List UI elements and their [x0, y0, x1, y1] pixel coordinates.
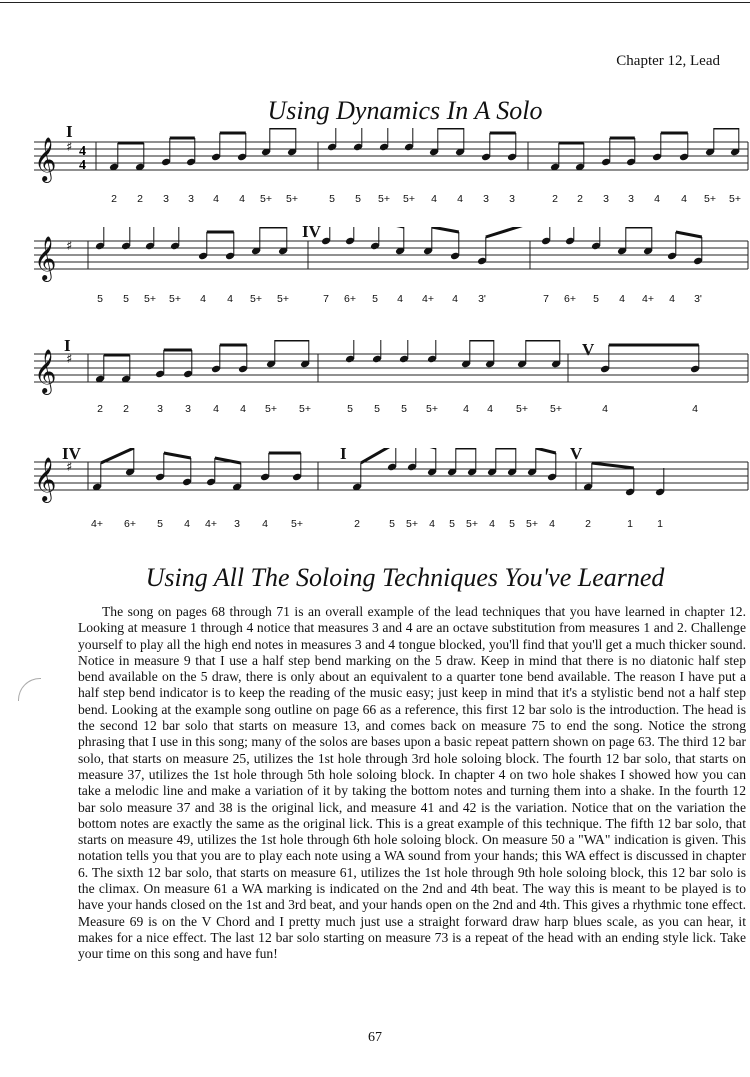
hole-number: 5+: [260, 193, 272, 205]
music-staff-3: [0, 340, 750, 410]
hole-number: 3: [509, 193, 515, 205]
hole-number: 4+: [422, 293, 434, 305]
hole-number: 4: [602, 403, 608, 415]
chord-label-s3-1: V: [582, 340, 595, 359]
key-signature-sharp: ♯: [66, 140, 73, 155]
chord-label-s3-0: I: [64, 336, 71, 355]
hole-number: 3: [188, 193, 194, 205]
hole-number: 5+: [526, 518, 538, 530]
hole-number: 4: [681, 193, 687, 205]
hole-number: 4: [669, 293, 675, 305]
hole-number: 4: [240, 403, 246, 415]
beam: [432, 227, 459, 232]
hole-number: 4: [213, 403, 219, 415]
hole-number: 5+: [550, 403, 562, 415]
page-number: 67: [368, 1030, 382, 1045]
hole-number: 6+: [344, 293, 356, 305]
hole-numbers-4: [0, 518, 750, 532]
key-signature-sharp: ♯: [66, 352, 73, 367]
hole-number: 5+: [250, 293, 262, 305]
hole-number: 2: [577, 193, 583, 205]
hole-number: 1: [657, 518, 663, 530]
hole-number: 5+: [516, 403, 528, 415]
hole-number: 4: [431, 193, 437, 205]
hole-number: 3: [628, 193, 634, 205]
hole-number: 5+: [286, 193, 298, 205]
hole-number: 4: [489, 518, 495, 530]
hole-number: 2: [354, 518, 360, 530]
hole-number: 5+: [466, 518, 478, 530]
hole-number: 5+: [144, 293, 156, 305]
beam: [361, 448, 396, 463]
hole-number: 5: [347, 403, 353, 415]
hole-number: 2: [137, 193, 143, 205]
hole-number: 4: [239, 193, 245, 205]
hole-number: 3: [185, 403, 191, 415]
beam: [676, 232, 702, 237]
beam: [592, 463, 634, 468]
hole-number: 5+: [291, 518, 303, 530]
hole-numbers-1: [0, 193, 750, 207]
hole-number: 2: [123, 403, 129, 415]
hole-number: 5: [97, 293, 103, 305]
hole-number: 3: [157, 403, 163, 415]
body-paragraph: The song on pages 68 through 71 is an overall example of the lead techniques that you have learned in chapter 12. Looking at measure 1 through 4 notice that measures 3 and 4 are an octave substitution from measures 1 and 2. Challenge yourself to play all the high end notes in measures 3 and 4 tongue blocked, you'll find that you'll get a much thicker sound. Notice in measure 9 that I use a half step bend marking on the 5 draw. Keep in mind that there is no diatonic half step bend available on the 5 draw, there is only about an equivalent to a quarter tone bend available. The reason I have put a half step bend indicator is to keep the reading of the music easy; just keep in mind that it's a stylistic bend not a half step bend. Looking at the example song outline on page 66 as a reference, this first 12 bar solo is the introduction. The head is the second 12 bar solo that starts on measure 13, and comes back on measure 75 to end the song. Notice the strong phrasing that I use in this song; many of the solos are bases upon a basic repeat pattern shown on page 63. The third 12 bar solo, that starts on measure 25, utilizes the 1st hole through 3rd hole soloing block. The fourth 12 bar solo, that starts on measure 37, utilizes the 1st hole through 5th hole soloing block. In chapter 4 on two hole shakes I showed how you can take a melodic line and make a variation of it by taking the bottom notes and turning them into a shake. In the fourth 12 bar solo measure 37 and 38 is the original lick, and measure 41 and 42 is the variation. Notice that on the variation the bottom notes are exactly the same as the original lick. This is a great example of this technique. The fifth 12 bar solo, that starts on measure 49, utilizes the 1st hole through 6th hole soloing block. On measure 50 a "WA" indication is given. This notation tells you that you are to play each note using a WA sound from your hands; this WA effect is discussed in chapter 6. The sixth 12 bar solo, that starts on measure 61, utilizes the 1st hole through 9th hole soloing block, this 12 bar solo is the climax. On measure 61 a WA marking is indicated on the 2nd and 4th beat. The way this is meant to be played is to have your hands closed on the 1st and 3rd beat, and your hands open on the 2nd and 4th. This gives a rhythmic tone effect. Measure 69 is on the V Chord and I pretty much just use a straight forward draw harp blues scale, as you can hear, it makes for a nice effect. The last 12 bar solo starting on measure 73 is a repeat of the head with an ending style lick. Take your time on this song and have fun!: [78, 604, 746, 962]
key-signature-sharp: ♯: [66, 239, 73, 254]
hole-number: 4: [452, 293, 458, 305]
hole-number: 7: [323, 293, 329, 305]
top-rule: [0, 2, 750, 3]
hole-number: 3': [478, 293, 486, 305]
hole-number: 5: [329, 193, 335, 205]
hole-number: 4: [397, 293, 403, 305]
hole-number: 5+: [704, 193, 716, 205]
chord-label-s4-2: V: [570, 444, 583, 463]
hole-number: 4+: [205, 518, 217, 530]
chord-label-s1-0: I: [66, 122, 73, 141]
hole-number: 5: [593, 293, 599, 305]
hole-number: 5: [157, 518, 163, 530]
hole-number: 4: [262, 518, 268, 530]
hole-number: 4: [213, 193, 219, 205]
hole-number: 2: [97, 403, 103, 415]
hole-number: 5+: [277, 293, 289, 305]
section-title-dynamics: Using Dynamics In A Solo: [267, 96, 543, 125]
hole-number: 5+: [265, 403, 277, 415]
music-staff-4: [0, 448, 750, 518]
treble-clef: 𝄞: [34, 457, 57, 501]
hole-number: 4: [457, 193, 463, 205]
hole-number: 3: [234, 518, 240, 530]
chord-label-s2-0: IV: [302, 222, 321, 241]
hole-number: 2: [111, 193, 117, 205]
beam: [164, 453, 191, 458]
hole-number: 4: [654, 193, 660, 205]
hole-number: 4: [692, 403, 698, 415]
hole-number: 5+: [403, 193, 415, 205]
hole-number: 4: [549, 518, 555, 530]
hole-number: 5: [401, 403, 407, 415]
treble-clef: 𝄞: [34, 349, 57, 393]
hole-number: 4: [200, 293, 206, 305]
hole-number: 3': [694, 293, 702, 305]
hole-number: 5: [374, 403, 380, 415]
chord-label-s4-0: IV: [62, 444, 81, 463]
hole-number: 6+: [124, 518, 136, 530]
hole-numbers-3: [0, 403, 750, 417]
hole-number: 5+: [378, 193, 390, 205]
beam: [486, 227, 550, 237]
hole-number: 5: [509, 518, 515, 530]
hole-number: 5+: [299, 403, 311, 415]
hole-number: 4: [463, 403, 469, 415]
hole-number: 5+: [406, 518, 418, 530]
hole-number: 5: [389, 518, 395, 530]
hole-number: 4+: [91, 518, 103, 530]
hole-numbers-2: [0, 293, 750, 307]
hole-number: 2: [585, 518, 591, 530]
time-signature-top: 4: [79, 144, 86, 159]
hole-number: 5+: [426, 403, 438, 415]
hole-number: 4: [184, 518, 190, 530]
treble-clef: 𝄞: [34, 236, 57, 280]
hole-number: 1: [627, 518, 633, 530]
hole-number: 4+: [642, 293, 654, 305]
hole-number: 5: [449, 518, 455, 530]
hole-number: 4: [227, 293, 233, 305]
hole-number: 5+: [729, 193, 741, 205]
beam: [536, 448, 556, 453]
section-title-techniques: Using All The Soloing Techniques You've Learned: [145, 563, 665, 592]
hole-number: 7: [543, 293, 549, 305]
music-staff-1: [0, 128, 750, 198]
hole-number: 4: [619, 293, 625, 305]
hole-number: 5: [355, 193, 361, 205]
hole-number: 3: [163, 193, 169, 205]
hole-number: 4: [487, 403, 493, 415]
beam: [101, 448, 134, 463]
chapter-header: Chapter 12, Lead: [616, 53, 720, 69]
hole-number: 4: [429, 518, 435, 530]
scan-corner-mark: [18, 678, 41, 701]
hole-number: 3: [603, 193, 609, 205]
time-signature-bottom: 4: [79, 158, 86, 173]
hole-number: 5: [372, 293, 378, 305]
key-signature-sharp: ♯: [66, 460, 73, 475]
hole-number: 6+: [564, 293, 576, 305]
music-staff-2: [0, 227, 750, 297]
hole-number: 3: [483, 193, 489, 205]
chord-label-s4-1: I: [340, 444, 347, 463]
hole-number: 5+: [169, 293, 181, 305]
hole-number: 2: [552, 193, 558, 205]
treble-clef: 𝄞: [34, 137, 57, 181]
hole-number: 5: [123, 293, 129, 305]
